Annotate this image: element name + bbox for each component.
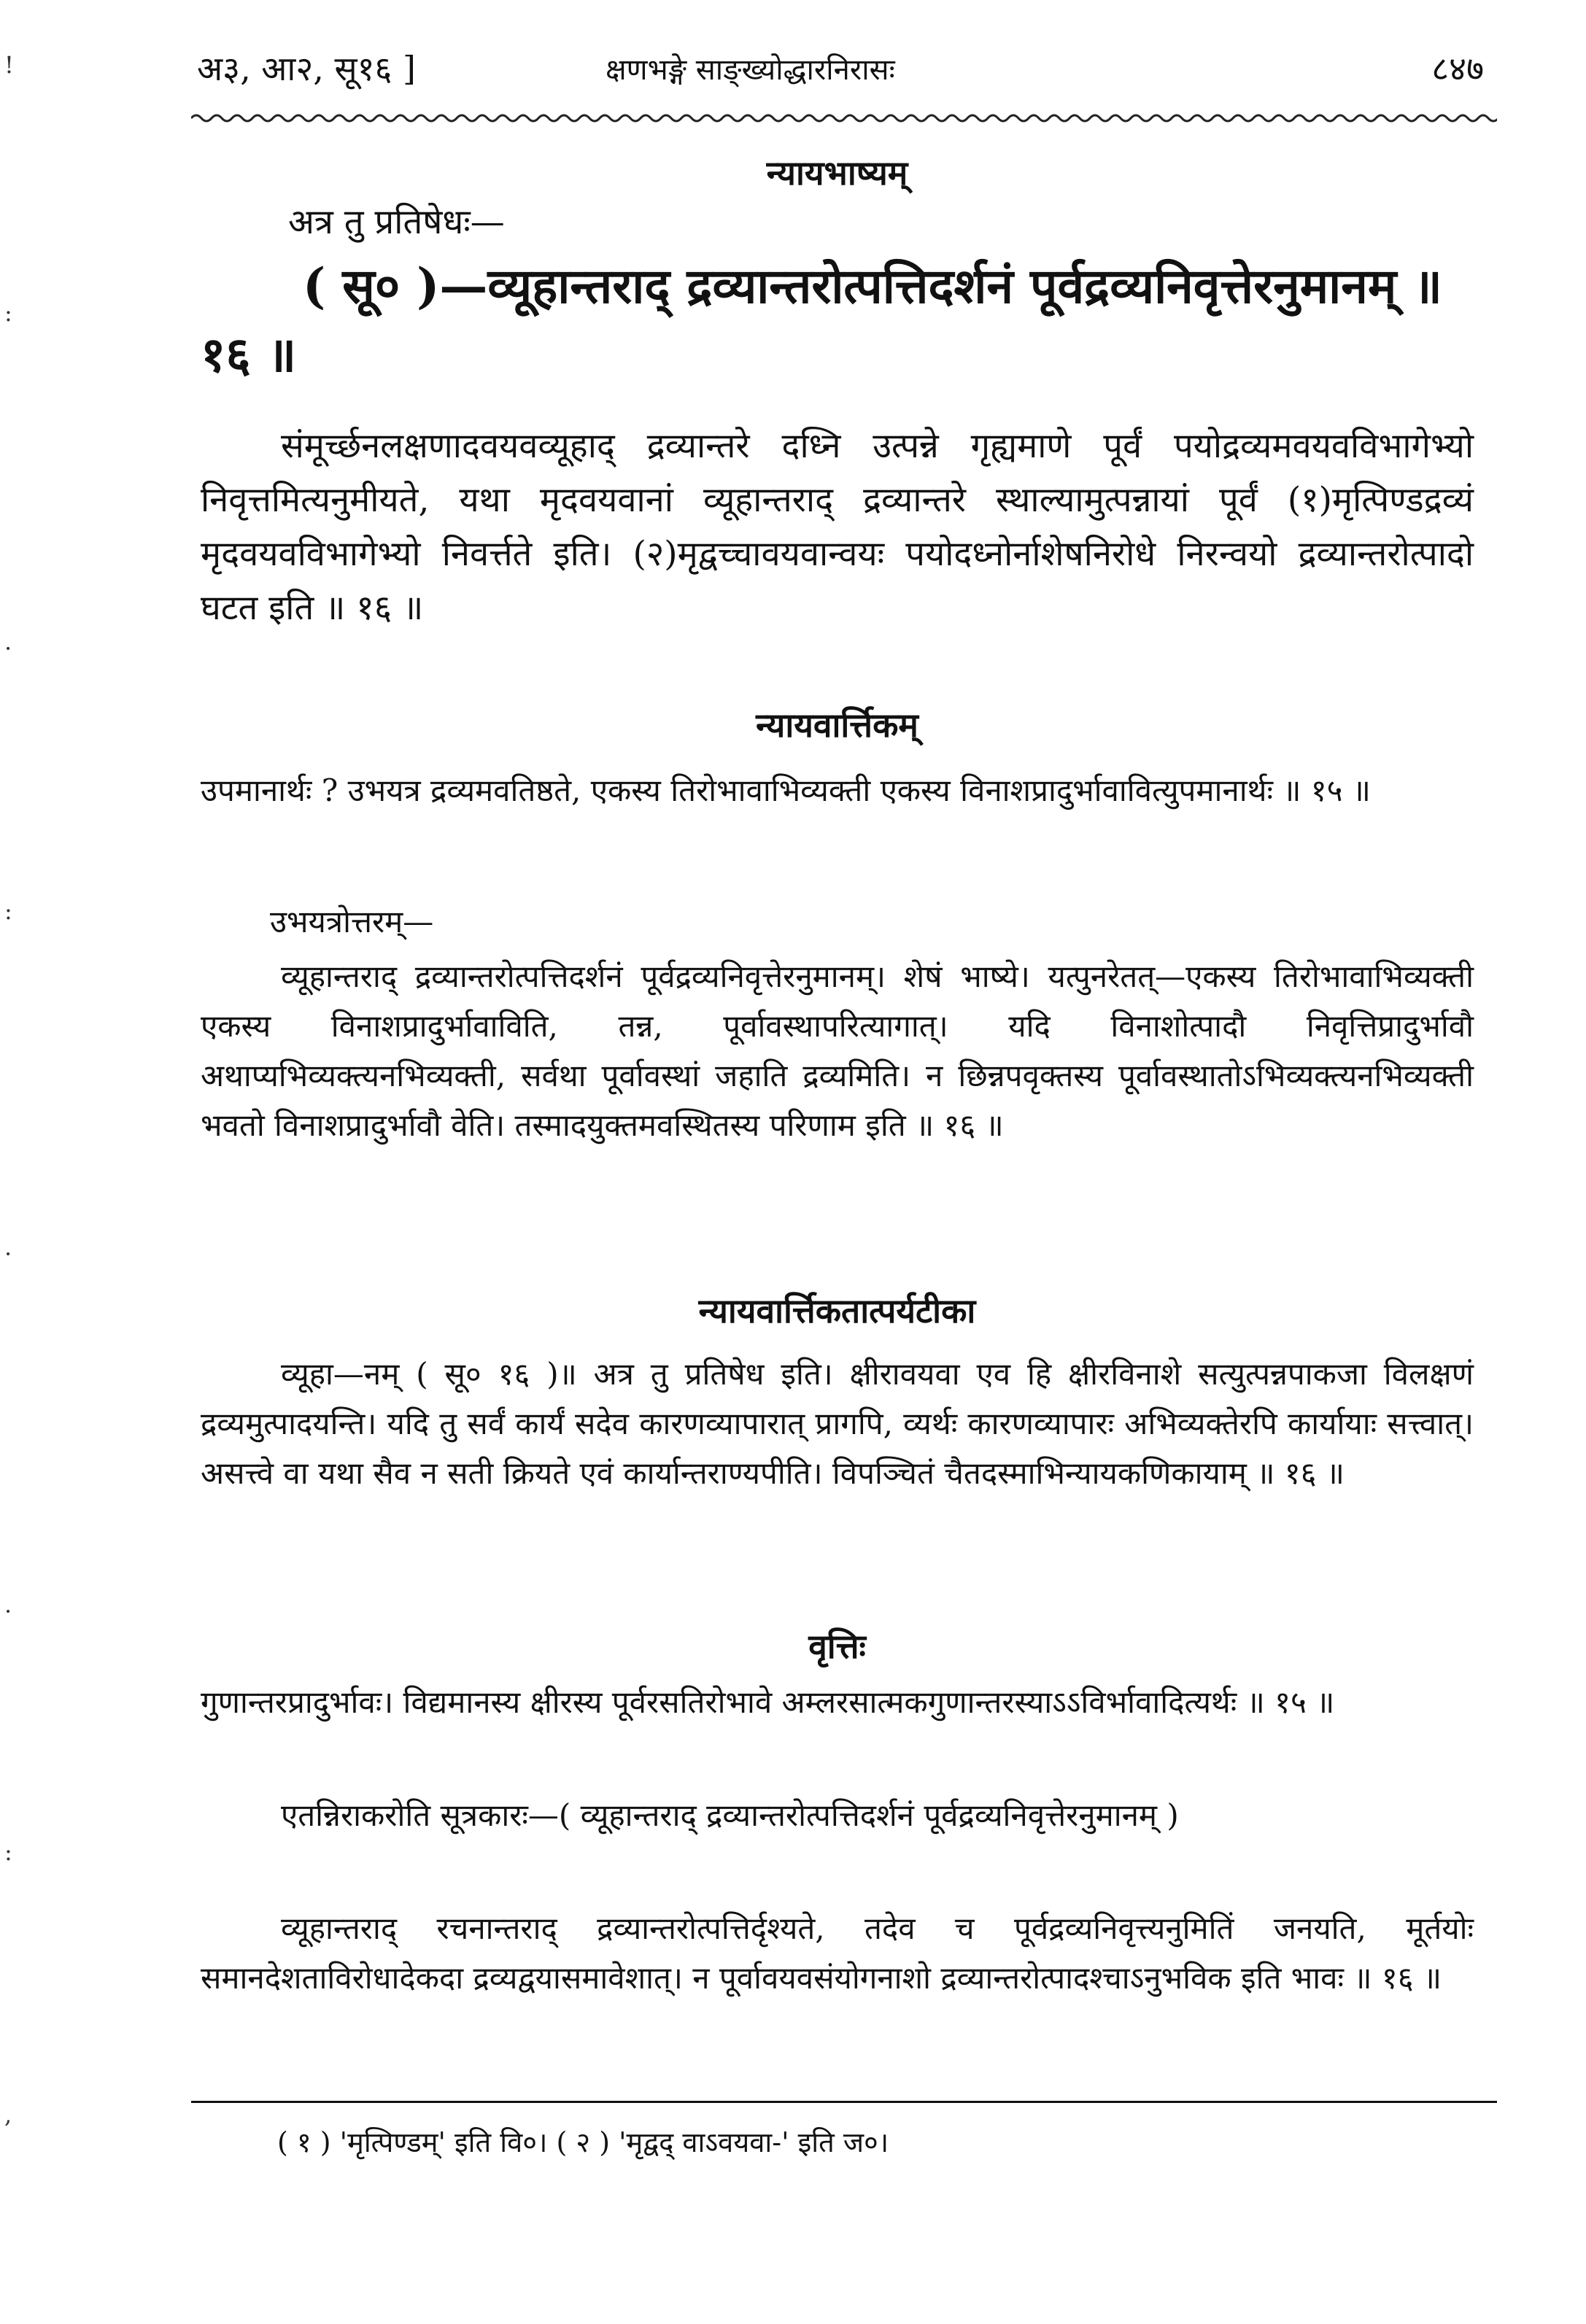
sutra-text: ( सू० )—व्यूहान्तराद् द्रव्यान्तरोत्पत्तिदर्शनं पूर्वद्रव्यनिवृत्तेरनुमानम् ॥ १६ ॥ xyxy=(201,257,1442,383)
footnote-rule xyxy=(191,2101,1497,2103)
bhashya-text: संमूर्च्छनलक्षणादवयवव्यूहाद् द्रव्यान्तरे दध्नि उत्पन्ने गृह्यमाणे पूर्वं पयोद्रव्यमवयवविभागेभ्यो निवृत्तमित्यनुमीयते, यथा मृदवयवानां व्यूहान्तराद् द्रव्यान्तरे स्थाल्यामुत्पन्नायां पूर्वं (१)मृत्पिण्डद्रव्यं मृदवयवविभागेभ्यो निवर्त्तते इति। (२)मृद्वच्चावयवान्वयः पयोदध्नोर्नाशेषनिरोधे निरन्वयो द्रव्यान्तरोत्पादो घटत इति ॥ १६ ॥ xyxy=(201,426,1474,628)
scan-margin-mark: ! xyxy=(4,51,14,79)
vartika-text-2: व्यूहान्तराद् द्रव्यान्तरोत्पत्तिदर्शनं पूर्वद्रव्यनिवृत्तेरनुमानम्। शेषं भाष्ये। यत्पुनरेतत्—एकस्य तिरोभावाभिव्यक्ती एकस्य विनाशप्रादुर्भावाविति, तन्न, पूर्वावस्थापरित्यागात्। यदि विनाशोत्पादौ निवृत्तिप्रादुर्भावौ अथाप्यभिव्यक्त्यनभिव्यक्ती, सर्वथा पूर्वावस्थां जहाति द्रव्यमिति। न छिन्नपवृक्तस्य पूर्वावस्थातोऽभिव्यक्त्यनभिव्यक्ती भवतो विनाशप्रादुर्भावौ वेति। तस्मादयुक्तमवस्थितस्य परिणाम इति ॥ १६ ॥ xyxy=(201,958,1474,1143)
running-head xyxy=(197,45,1484,104)
scan-margin-mark: · xyxy=(4,635,12,662)
vritti-text-3: व्यूहान्तराद् रचनान्तराद् द्रव्यान्तरोत्पत्तिर्दृश्यते, तदेव च पूर्वद्रव्यनिवृत्त्यनुमितिं जनयति, मूर्तयोः समानदेशताविरोधादेकदा द्रव्यद्वयासमावेशात्। न पूर्वावयवसंयोगनाशो द्रव्यान्तरोत्पादश्चाऽनुभविक इति भावः ॥ १६ ॥ xyxy=(201,1910,1474,1996)
tika-text: व्यूहा—नम् ( सू० १६ )॥ अत्र तु प्रतिषेध इति। क्षीरावयवा एव हि क्षीरविनाशे सत्युत्पन्नपाकजा विलक्षणं द्रव्यमुत्पादयन्ति। यदि तु सर्वं कार्यं सदेव कारणव्यापारात् प्रागपि, व्यर्थः कारणव्यापारः अभिव्यक्तेरपि कार्यायाः सत्त्वात्। असत्त्वे वा यथा सैव न सती क्रियते एवं कार्यान्तराण्यपीति। विपञ्चितं चैतदस्माभिन्यायकणिकायाम् ॥ १६ ॥ xyxy=(201,1356,1474,1491)
scan-margin-mark: · xyxy=(4,1240,12,1268)
vritti-text-1: गुणान्तरप्रादुर्भावः। विद्यमानस्य क्षीरस्य पूर्वरसतिरोभावे अम्लरसात्मकगुणान्तरस्याऽऽविर्भावादित्यर्थः ॥ १५ ॥ xyxy=(201,1684,1335,1720)
page-number: ८४७ xyxy=(1431,49,1484,88)
scan-margin-mark: : xyxy=(4,1838,12,1866)
section-reference: अ३, आ२, सू१६ ] xyxy=(197,49,416,88)
scan-margin-mark: : xyxy=(4,299,12,327)
header-wavy-rule xyxy=(191,109,1497,127)
footnotes: ( १ ) 'मृत्पिण्डम्' इति वि०। ( २ ) 'मृद्वद् वाऽवयवा-' इति ज०। xyxy=(277,2126,889,2158)
vartika-heading: न्यायवार्त्तिकम् xyxy=(756,705,918,745)
vartika-text-1: उपमानार्थः ? उभयत्र द्रव्यमवतिष्ठते, एकस्य तिरोभावाभिव्यक्ती एकस्य विनाशप्रादुर्भावावित्युपमानार्थः ॥ १५ ॥ xyxy=(201,772,1371,808)
scan-margin-mark: · xyxy=(4,1597,12,1625)
vritti-heading: वृत्तिः xyxy=(808,1627,866,1666)
running-title: क्षणभङ्गे साङ्ख्योद्धारनिरासः xyxy=(606,53,895,87)
vritti-text-2: एतन्निराकरोति सूत्रकारः—( व्यूहान्तराद् द्रव्यान्तरोत्पत्तिदर्शनं पूर्वद्रव्यनिवृत्तेरनुमानम् ) xyxy=(281,1797,1179,1833)
bhashya-intro: अत्र तु प्रतिषेधः— xyxy=(288,202,505,242)
tika-heading: न्यायवार्त्तिकतात्पर्यटीका xyxy=(698,1291,976,1331)
scan-margin-mark: : xyxy=(4,897,12,925)
bhashya-heading: न्यायभाष्यम् xyxy=(766,153,908,193)
vartika-intro-2: उभयत्रोत्तरम्— xyxy=(270,904,434,940)
scan-margin-mark: , xyxy=(4,2101,12,2129)
